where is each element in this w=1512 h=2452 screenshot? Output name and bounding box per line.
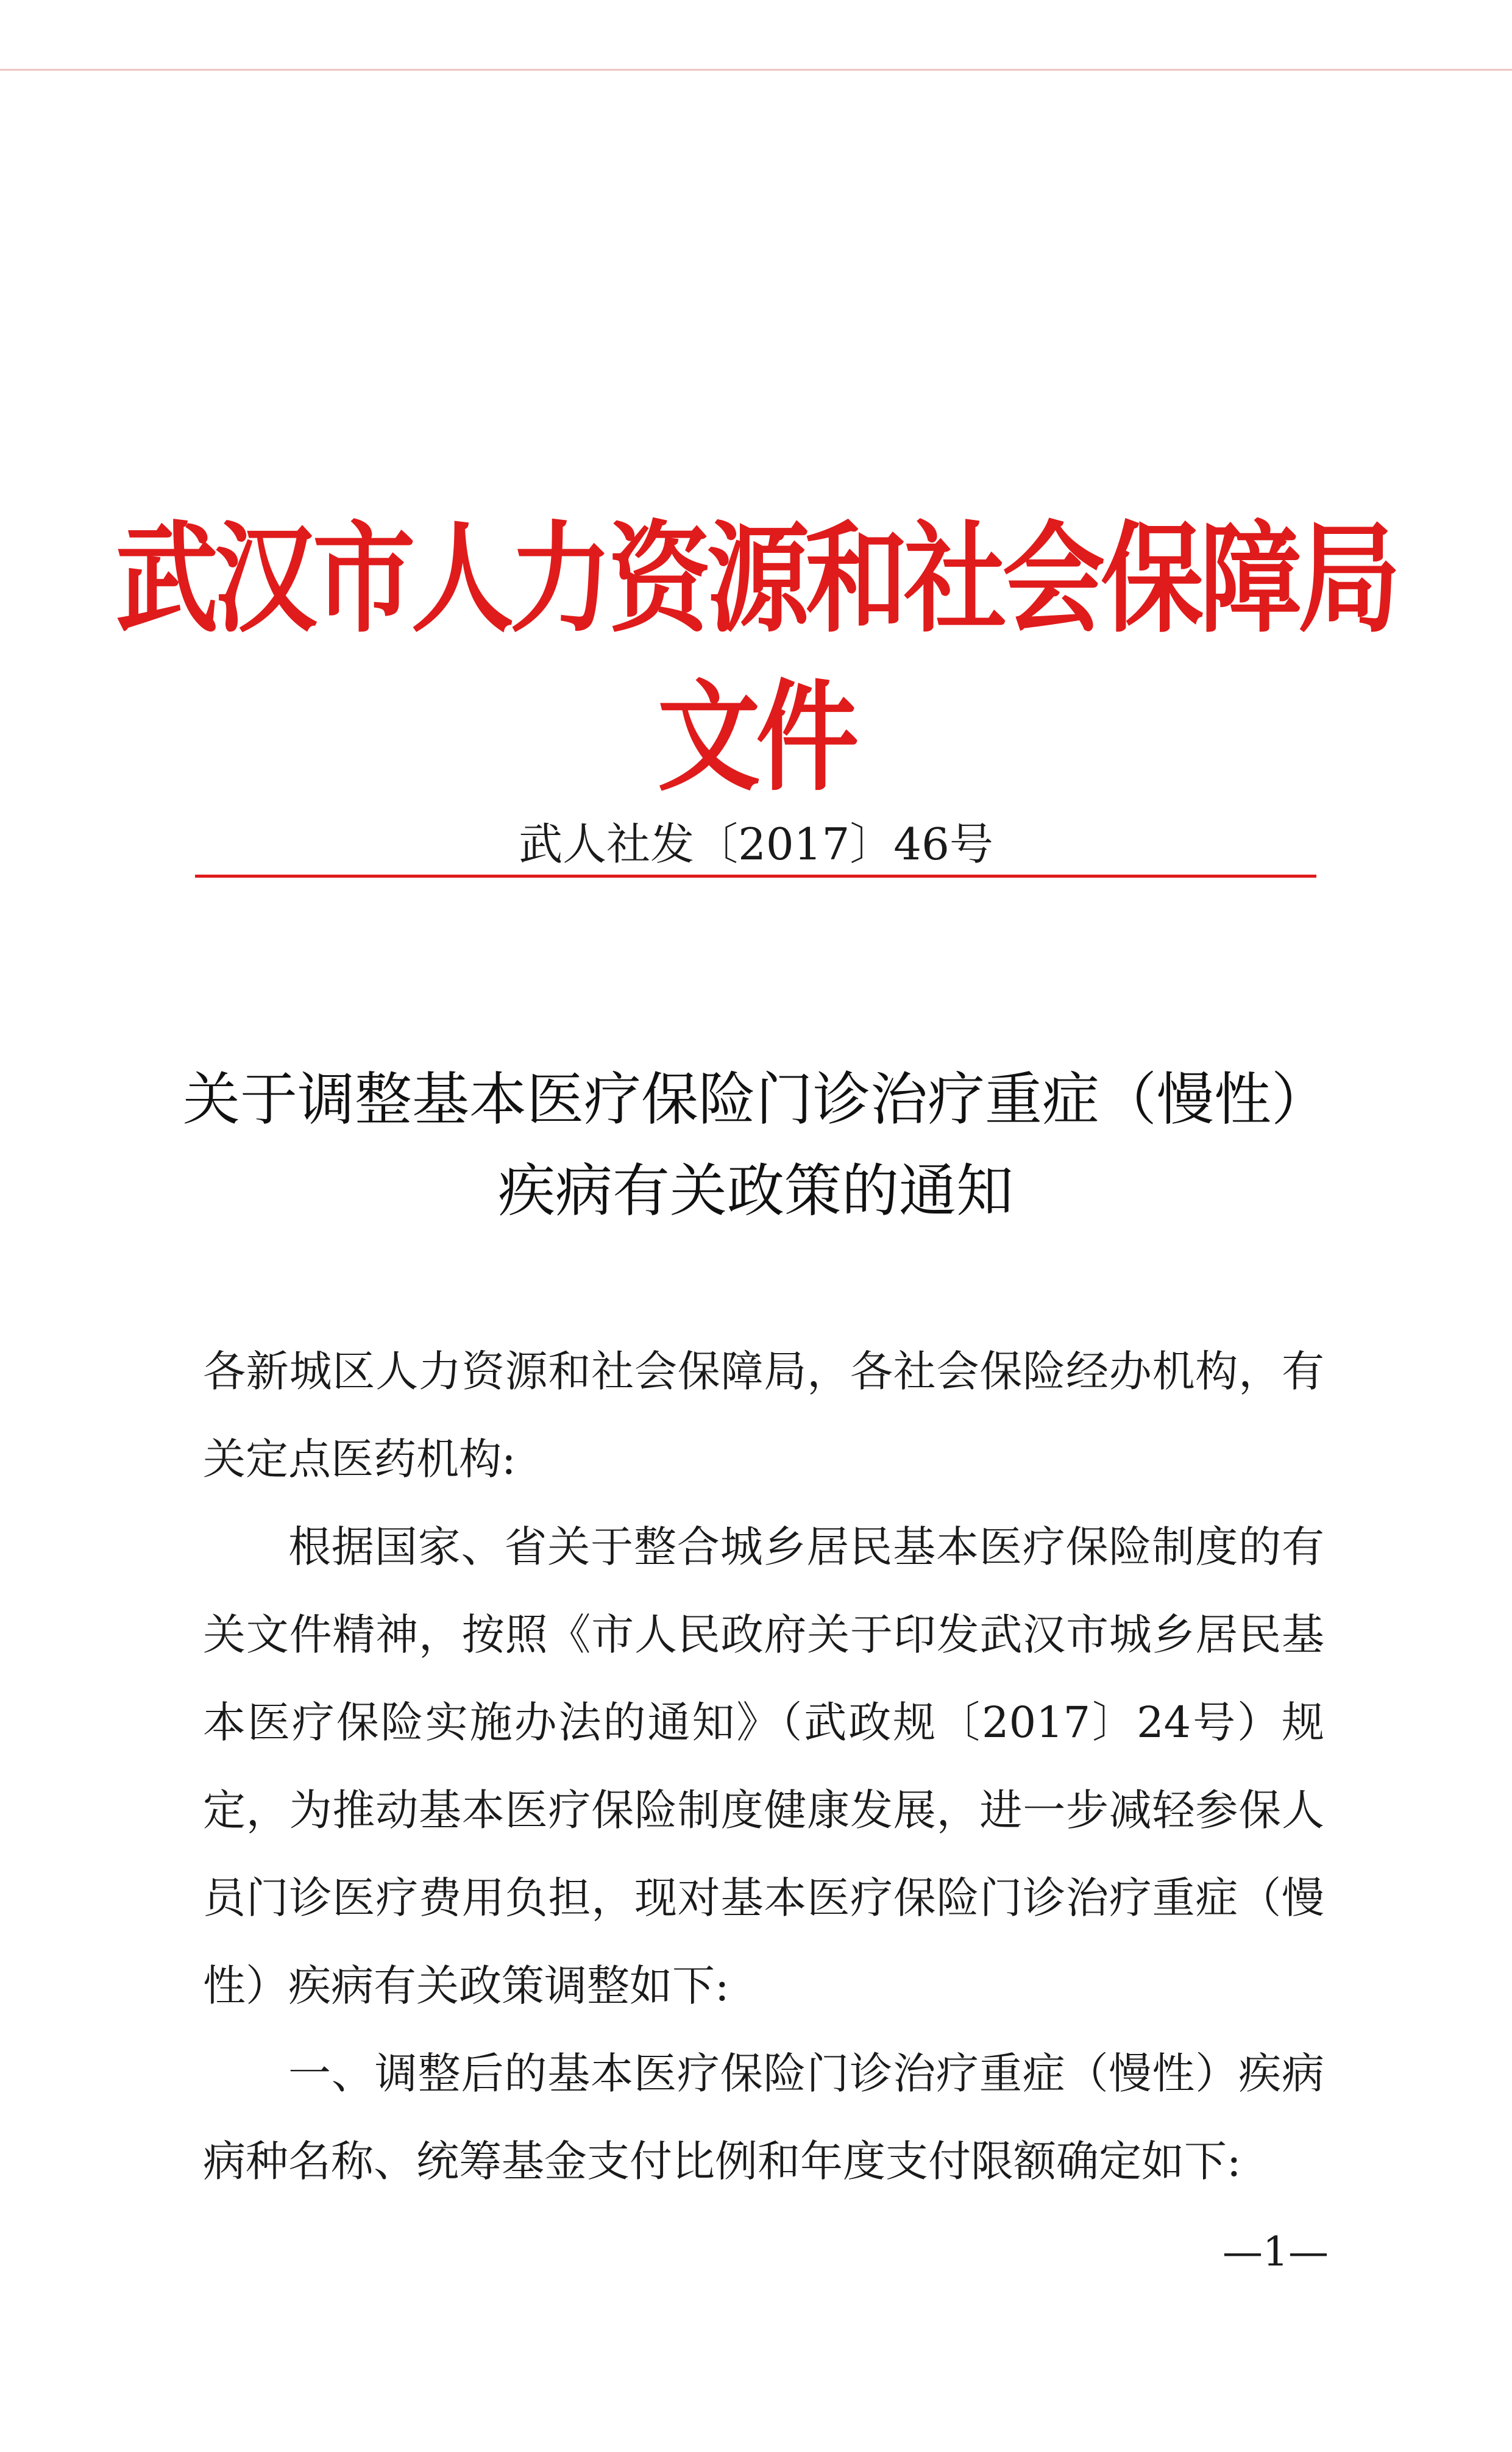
top-divider [0,69,1512,71]
title-line-2: 疾病有关政策的通知 [497,1158,1013,1224]
page-number: —1— [1223,2228,1329,2275]
addressees: 各新城区人力资源和社会保障局，各社会保险经办机构，有关定点医药机构: [203,1346,1324,1484]
title-line-1: 关于调整基本医疗保险门诊治疗重症（慢性） [182,1067,1329,1133]
red-separator-rule [195,875,1316,878]
document-body [203,1327,1324,2205]
document-number: 武人社发〔2017〕46号 [519,819,993,870]
body-paragraph: 一、调整后的基本医疗保险门诊治疗重症（慢性）疾病病种名称、统筹基金支付比例和年度支付限额确定如下: [203,2049,1324,2186]
notice-title [152,1054,1359,1237]
body-paragraph: 根据国家、省关于整合城乡居民基本医疗保险制度的有关文件精神，按照《市人民政府关于印发武汉市城乡居民基本医疗保险实施办法的通知》（武政规〔2017〕24号）规定，为推动基本医疗保险制度健康发展，进一步减轻参保人员门诊医疗费用负担，现对基本医疗保险门诊治疗重症（慢性）疾病有关政策调整如下: [203,1522,1324,2011]
document-masthead: 武汉市人力资源和社会保障局文件 [115,509,1397,808]
